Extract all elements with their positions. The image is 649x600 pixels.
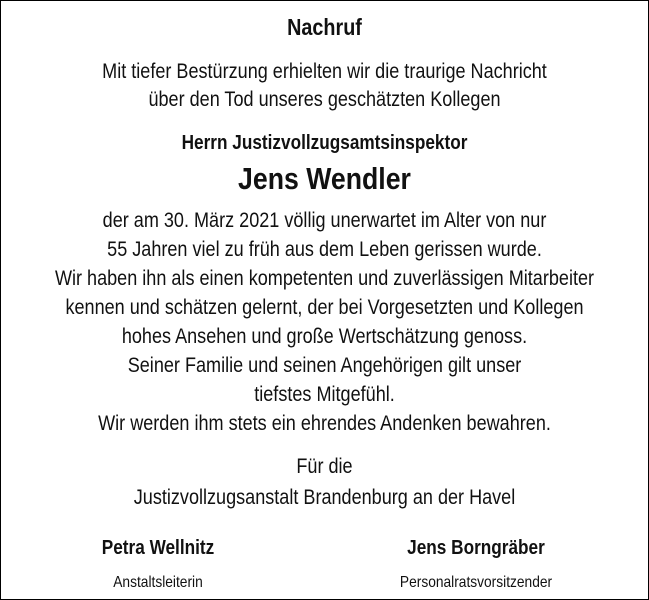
signatory-name: Petra Wellnitz [101,537,215,559]
sign-off-line: Für die [296,455,353,478]
sign-off [46,452,602,514]
body-line: hohes Ansehen und große Wertschätzung genoss. [121,325,528,348]
deceased-title: Herrn Justizvollzugsamtsinspektor [181,132,468,154]
signatory-role: Anstaltsleiterin [113,574,203,591]
body-line: tiefstes Mitgefühl. [254,383,395,406]
body-line: 55 Jahren viel zu früh aus dem Leben gerissen wurde. [107,238,542,261]
intro-text [46,58,602,114]
body-line: kennen und schätzen gelernt, der bei Vorgesetzten und Kollegen [65,296,584,319]
body-line: der am 30. März 2021 völlig unerwartet im Alter von nur [102,209,547,232]
signatory-left [28,535,288,593]
intro-line: über den Tod unseres geschätzten Kollegen [148,88,501,111]
notice-heading: Nachruf [287,14,362,40]
obituary-body [46,206,602,438]
body-line: Seiner Familie und seinen Angehörigen gilt unser [127,354,522,377]
signatory-right [346,535,606,593]
intro-line: Mit tiefer Bestürzung erhielten wir die traurige Nachricht [102,60,547,83]
signatory-role: Personalratsvorsitzender [399,574,553,591]
body-line: Wir haben ihn als einen kompetenten und zuverlässigen Mitarbeiter [54,267,595,290]
signatory-name: Jens Borngräber [407,537,545,559]
body-line: Wir werden ihm stets ein ehrendes Andenken bewahren. [98,412,551,435]
organization-name: Justizvollzugsanstalt Brandenburg an der Havel [133,486,516,509]
deceased-name: Jens Wendler [238,161,411,196]
